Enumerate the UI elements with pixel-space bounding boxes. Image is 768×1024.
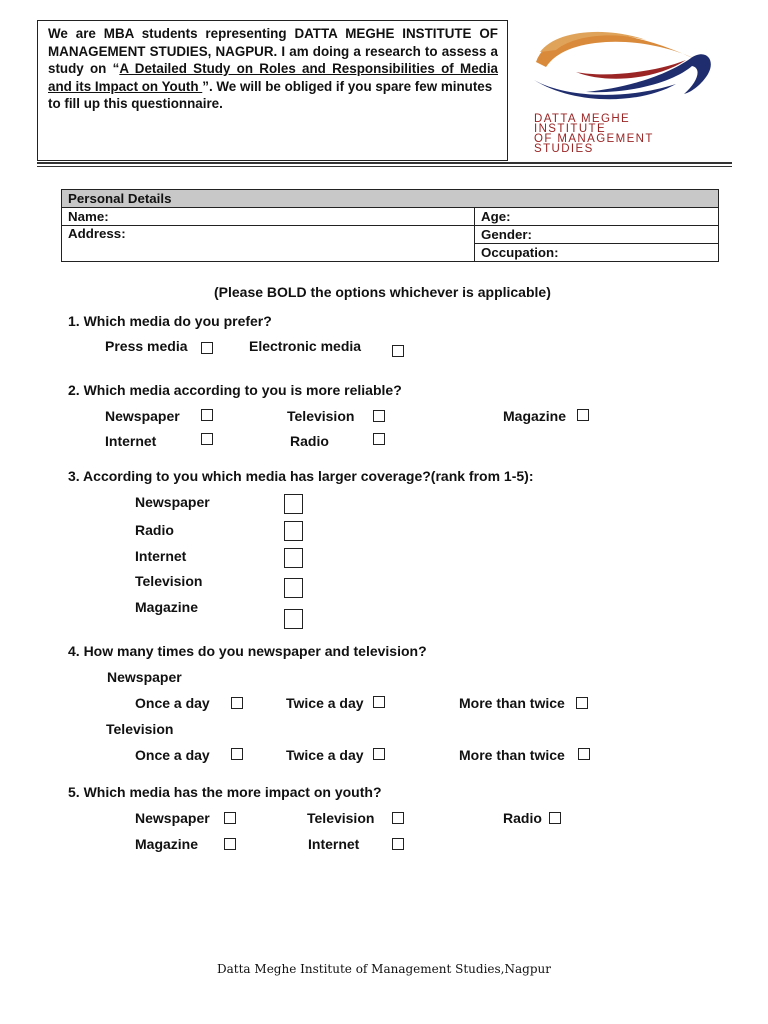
question-2: 2. Which media according to you is more reliable? bbox=[68, 382, 402, 398]
option-label: Once a day bbox=[135, 695, 210, 711]
option-label: Newspaper bbox=[135, 810, 210, 826]
youth-television-checkbox[interactable] bbox=[392, 812, 404, 824]
logo-line: DATTA MEGHE bbox=[534, 113, 631, 125]
newspaper-rank-box[interactable] bbox=[284, 494, 303, 514]
electronic-media-checkbox[interactable] bbox=[392, 345, 404, 357]
option-label: More than twice bbox=[459, 747, 565, 763]
intro-part3: to fill up this questionnaire. bbox=[48, 96, 223, 111]
newspaper-checkbox[interactable] bbox=[201, 409, 213, 421]
newspaper-more-checkbox[interactable] bbox=[576, 697, 588, 709]
page-footer: Datta Meghe Institute of Management Studies,Nagpur bbox=[217, 962, 551, 976]
logo-swoosh-icon bbox=[516, 22, 732, 114]
radio-checkbox[interactable] bbox=[373, 433, 385, 445]
question-1: 1. Which media do you prefer? bbox=[68, 313, 272, 329]
option-label: Newspaper bbox=[135, 494, 210, 510]
header-divider-thin bbox=[37, 166, 732, 167]
study-title-a: A Detailed Study on Roles and Responsibilities of Media bbox=[119, 61, 498, 76]
option-label: Newspaper bbox=[105, 408, 180, 424]
magazine-checkbox[interactable] bbox=[577, 409, 589, 421]
address-field[interactable]: Address: bbox=[62, 226, 475, 262]
occupation-field[interactable]: Occupation: bbox=[475, 244, 719, 262]
option-label: Press media bbox=[105, 338, 188, 354]
study-title-b: and its Impact on Youth bbox=[48, 78, 203, 94]
youth-internet-checkbox[interactable] bbox=[392, 838, 404, 850]
subheading-newspaper: Newspaper bbox=[107, 669, 182, 685]
television-checkbox[interactable] bbox=[373, 410, 385, 422]
logo-text bbox=[534, 114, 654, 154]
newspaper-once-checkbox[interactable] bbox=[231, 697, 243, 709]
logo-line: OF MANAGEMENT bbox=[534, 133, 654, 145]
option-label: Radio bbox=[503, 810, 542, 826]
option-label: Television bbox=[287, 408, 355, 424]
television-once-checkbox[interactable] bbox=[231, 748, 243, 760]
option-label: Internet bbox=[308, 836, 360, 852]
instruction-text: (Please BOLD the options whichever is applicable) bbox=[214, 284, 551, 300]
option-label: Electronic media bbox=[249, 338, 362, 354]
question-4: 4. How many times do you newspaper and television? bbox=[68, 643, 427, 659]
option-label: Radio bbox=[135, 522, 174, 538]
option-label: Internet bbox=[105, 433, 157, 449]
press-media-checkbox[interactable] bbox=[201, 342, 213, 354]
intro-box bbox=[37, 20, 508, 161]
option-label: Radio bbox=[290, 433, 329, 449]
newspaper-twice-checkbox[interactable] bbox=[373, 696, 385, 708]
youth-radio-checkbox[interactable] bbox=[549, 812, 561, 824]
option-label: Magazine bbox=[503, 408, 567, 424]
age-field[interactable]: Age: bbox=[475, 208, 719, 226]
intro-part1: We are MBA students representing DATTA MEGHE INSTITUTE OF MANAGEMENT STUDIES, NAGPUR. I am doing a research to assess a study on “ bbox=[48, 26, 498, 76]
gender-field[interactable]: Gender: bbox=[475, 226, 719, 244]
television-rank-box[interactable] bbox=[284, 578, 303, 598]
intro-part2: ”. We will be obliged if you spare few minutes bbox=[202, 78, 493, 94]
logo-line: INSTITUTE bbox=[534, 123, 607, 135]
option-label: Twice a day bbox=[286, 747, 364, 763]
television-more-checkbox[interactable] bbox=[578, 748, 590, 760]
option-label: Magazine bbox=[135, 836, 199, 852]
internet-rank-box[interactable] bbox=[284, 548, 303, 568]
youth-newspaper-checkbox[interactable] bbox=[224, 812, 236, 824]
option-label: More than twice bbox=[459, 695, 565, 711]
radio-rank-box[interactable] bbox=[284, 521, 303, 541]
option-label: Television bbox=[135, 573, 203, 589]
subheading-television: Television bbox=[106, 721, 174, 737]
question-5: 5. Which media has the more impact on youth? bbox=[68, 784, 382, 800]
option-label: Magazine bbox=[135, 599, 199, 615]
internet-checkbox[interactable] bbox=[201, 433, 213, 445]
institute-logo bbox=[516, 22, 732, 158]
name-field[interactable]: Name: bbox=[62, 208, 475, 226]
logo-line: STUDIES bbox=[534, 143, 594, 155]
question-3: 3. According to you which media has larger coverage?(rank from 1-5): bbox=[68, 468, 534, 484]
personal-details-header: Personal Details bbox=[62, 190, 719, 208]
intro-text bbox=[48, 25, 498, 113]
magazine-rank-box[interactable] bbox=[284, 609, 303, 629]
television-twice-checkbox[interactable] bbox=[373, 748, 385, 760]
personal-details-table bbox=[61, 189, 719, 262]
option-label: Once a day bbox=[135, 747, 210, 763]
option-label: Twice a day bbox=[286, 695, 364, 711]
option-label: Television bbox=[307, 810, 375, 826]
option-label: Internet bbox=[135, 548, 187, 564]
youth-magazine-checkbox[interactable] bbox=[224, 838, 236, 850]
header-divider bbox=[37, 162, 732, 164]
